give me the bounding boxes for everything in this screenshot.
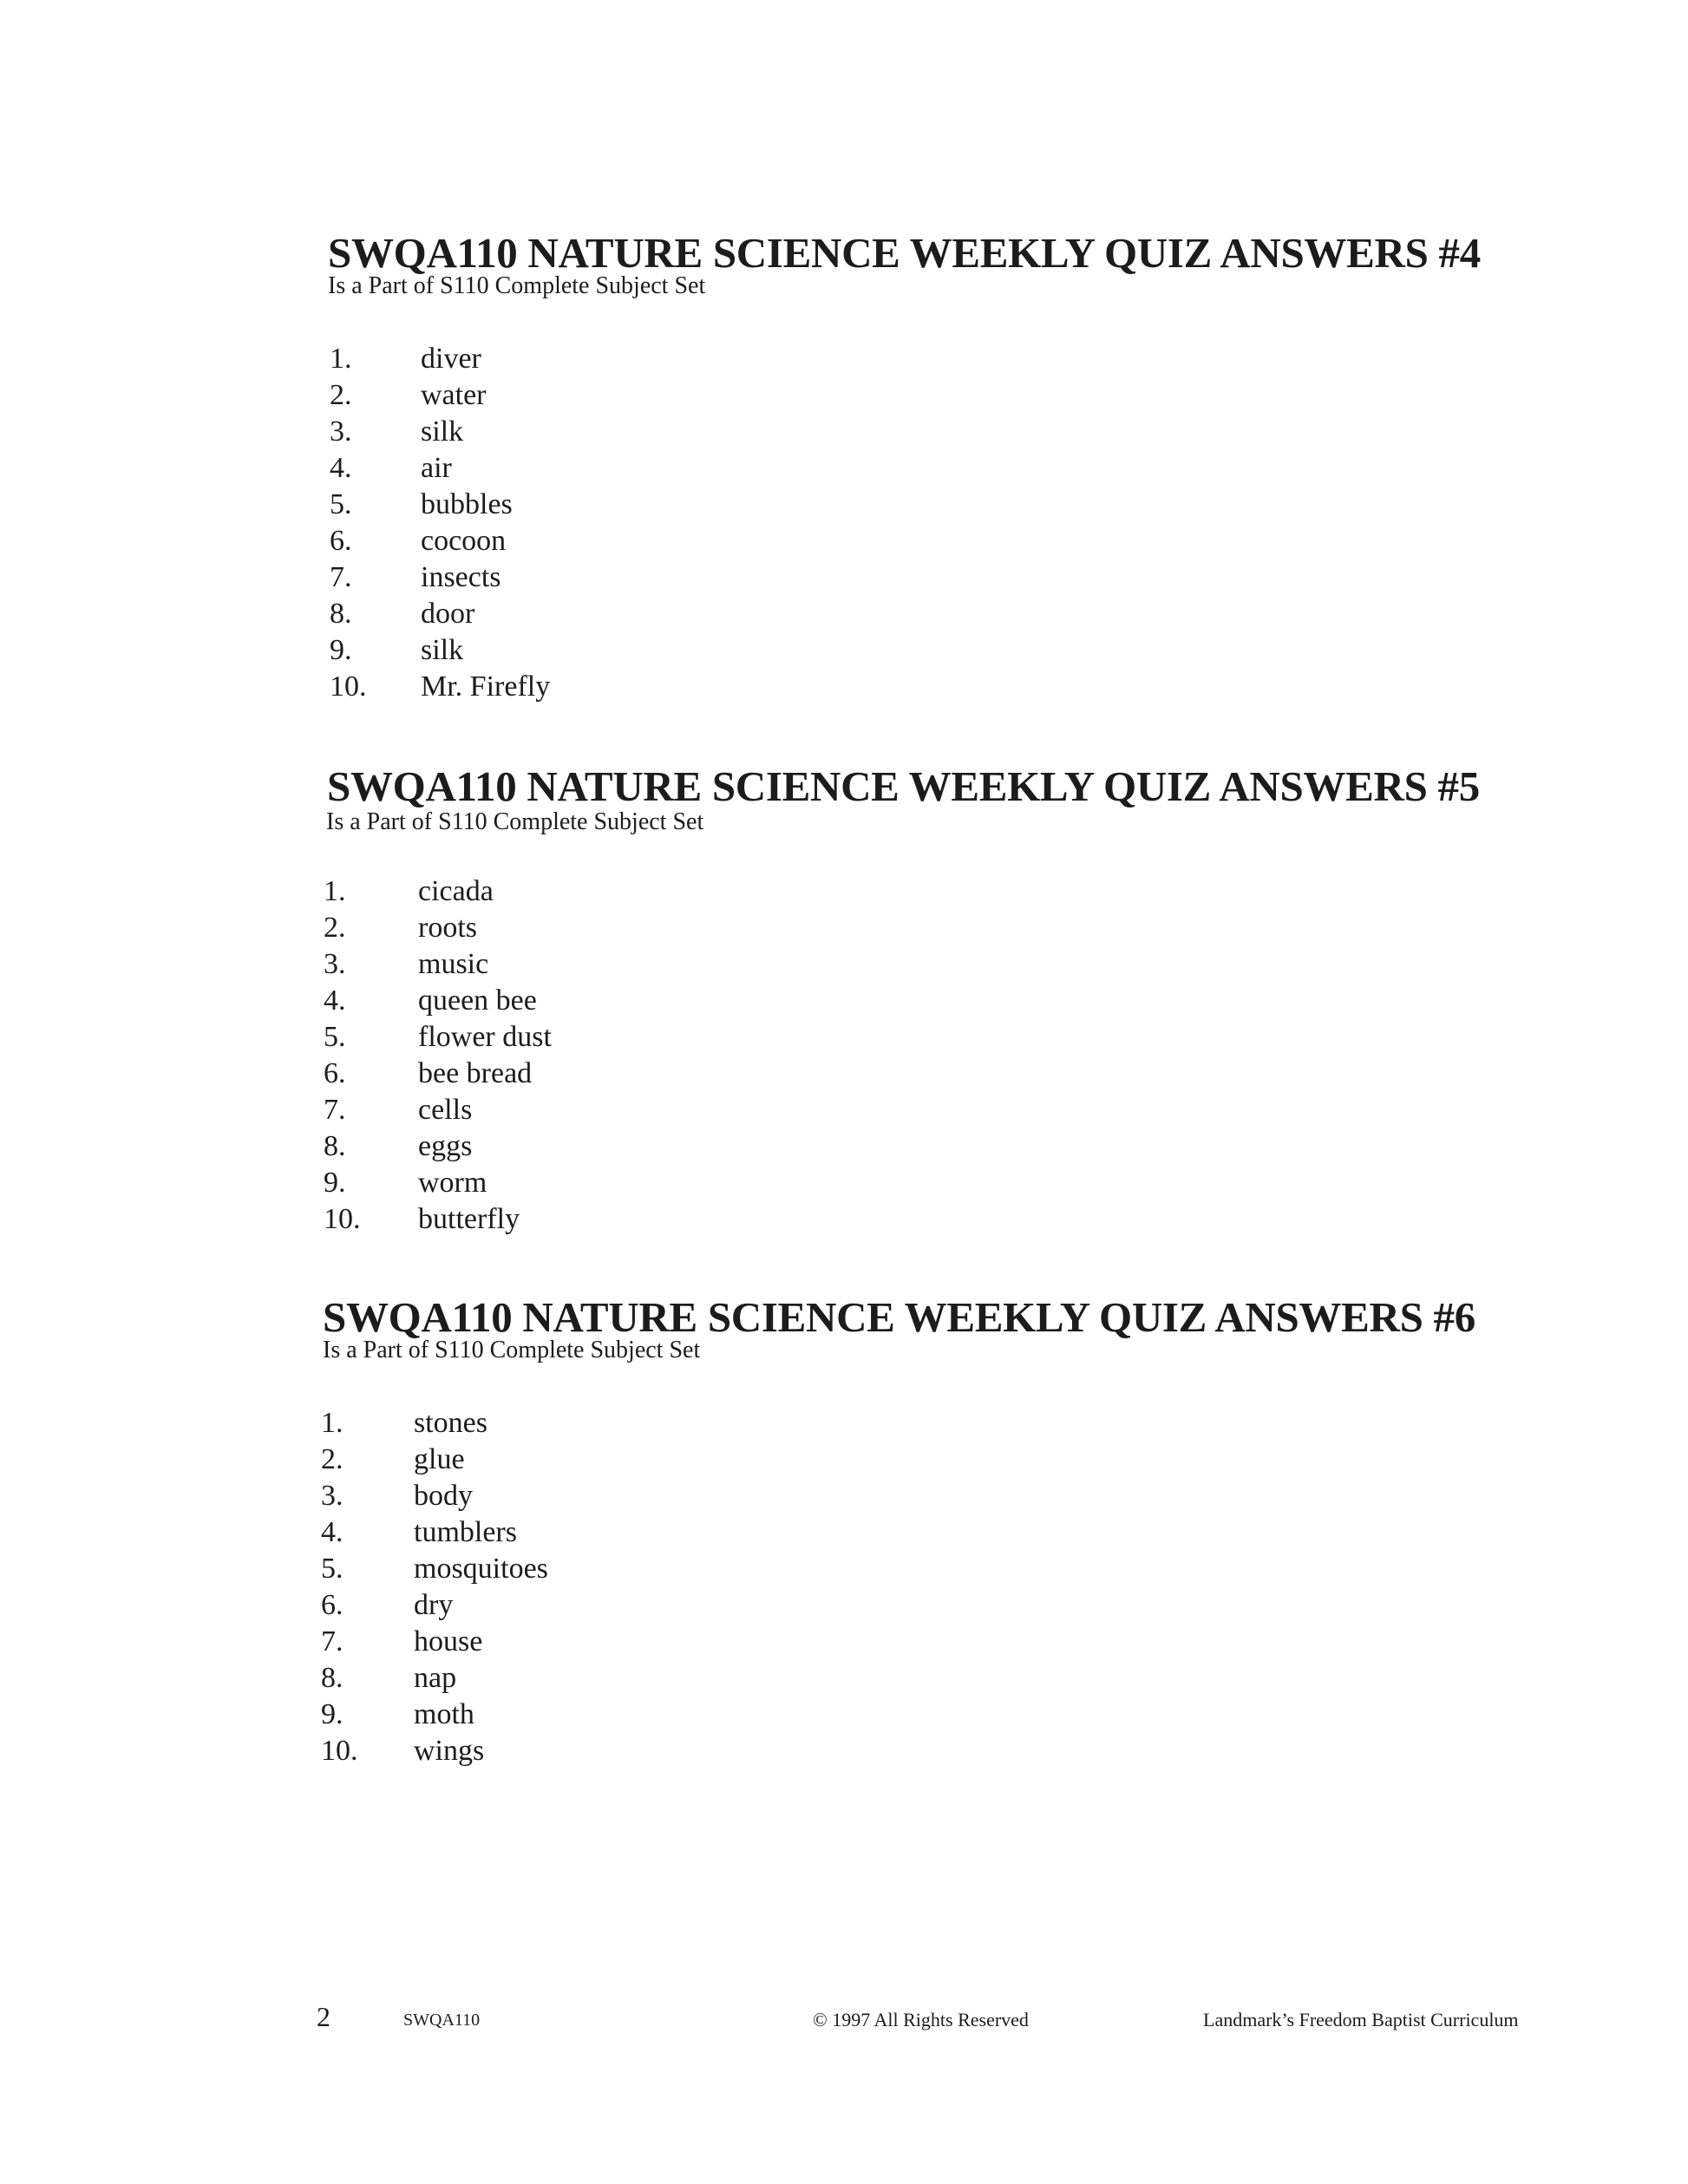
answer-text: moth xyxy=(414,1698,474,1730)
answer-text: door xyxy=(421,598,475,630)
answer-number: 9. xyxy=(330,634,352,666)
answer-number: 5. xyxy=(324,1021,346,1053)
answer-text: mosquitoes xyxy=(414,1553,548,1585)
answer-text: body xyxy=(414,1480,473,1512)
answer-number: 8. xyxy=(321,1662,343,1694)
answer-text: bee bread xyxy=(418,1057,533,1089)
answer-text: queen bee xyxy=(418,984,537,1017)
answer-text: diver xyxy=(421,343,481,375)
answer-text: insects xyxy=(421,561,501,593)
answer-number: 6. xyxy=(321,1589,343,1621)
answer-text: cicada xyxy=(418,875,494,907)
section-2-subtitle: Is a Part of S110 Complete Subject Set xyxy=(326,808,704,835)
answer-number: 3. xyxy=(324,948,346,980)
answer-number: 6. xyxy=(324,1057,346,1089)
answer-number: 1. xyxy=(324,875,346,907)
answer-number: 2. xyxy=(330,379,352,411)
answer-number: 3. xyxy=(330,415,352,448)
footer-code: SWQA110 xyxy=(403,2011,481,2030)
answer-number: 10. xyxy=(330,670,367,703)
section-3-title: SWQA110 NATURE SCIENCE WEEKLY QUIZ ANSWERS #6 xyxy=(323,1293,1475,1341)
answer-text: glue xyxy=(414,1443,465,1475)
answer-number: 4. xyxy=(330,452,352,484)
answer-text: roots xyxy=(418,912,477,944)
section-2-title: SWQA110 NATURE SCIENCE WEEKLY QUIZ ANSWERS #5 xyxy=(327,762,1480,810)
answer-text: Mr. Firefly xyxy=(421,670,551,703)
answer-text: dry xyxy=(414,1589,454,1621)
answer-text: wings xyxy=(414,1735,485,1767)
answer-text: nap xyxy=(414,1662,457,1694)
answer-number: 5. xyxy=(330,488,352,520)
answer-text: flower dust xyxy=(418,1021,552,1053)
answer-text: eggs xyxy=(418,1130,473,1162)
answer-text: bubbles xyxy=(421,488,513,520)
section-3-subtitle: Is a Part of S110 Complete Subject Set xyxy=(323,1337,701,1363)
answer-number: 1. xyxy=(321,1407,343,1439)
answer-text: cells xyxy=(418,1094,473,1126)
answer-number: 5. xyxy=(321,1553,343,1585)
answer-number: 8. xyxy=(324,1130,346,1162)
answer-number: 3. xyxy=(321,1480,343,1512)
footer-page-number: 2 xyxy=(317,2001,330,2032)
answer-text: stones xyxy=(414,1407,487,1439)
section-1-title: SWQA110 NATURE SCIENCE WEEKLY QUIZ ANSWERS #4 xyxy=(328,229,1481,277)
answer-text: cocoon xyxy=(421,525,507,557)
answer-number: 7. xyxy=(330,561,352,593)
answer-text: silk xyxy=(421,634,464,666)
footer-copyright: © 1997 All Rights Reserved xyxy=(813,2009,1029,2030)
answer-text: house xyxy=(414,1625,483,1658)
answer-number: 10. xyxy=(324,1203,361,1235)
answer-number: 6. xyxy=(330,525,352,557)
answer-number: 9. xyxy=(321,1698,343,1730)
answer-number: 8. xyxy=(330,598,352,630)
answer-number: 4. xyxy=(324,984,346,1017)
answer-text: butterfly xyxy=(418,1203,520,1235)
answer-number: 7. xyxy=(324,1094,346,1126)
footer-publisher: Landmark’s Freedom Baptist Curriculum xyxy=(1203,2009,1519,2030)
answer-number: 4. xyxy=(321,1516,343,1548)
answer-text: worm xyxy=(418,1167,487,1199)
answer-number: 1. xyxy=(330,343,352,375)
answer-number: 7. xyxy=(321,1625,343,1658)
answer-text: music xyxy=(418,948,489,980)
answer-text: tumblers xyxy=(414,1516,517,1548)
answer-number: 10. xyxy=(321,1735,358,1767)
answer-text: water xyxy=(421,379,487,411)
answer-number: 2. xyxy=(321,1443,343,1475)
section-1-subtitle: Is a Part of S110 Complete Subject Set xyxy=(328,272,706,299)
answer-number: 2. xyxy=(324,912,346,944)
answer-text: air xyxy=(421,452,452,484)
answer-text: silk xyxy=(421,415,464,448)
answer-number: 9. xyxy=(324,1167,346,1199)
